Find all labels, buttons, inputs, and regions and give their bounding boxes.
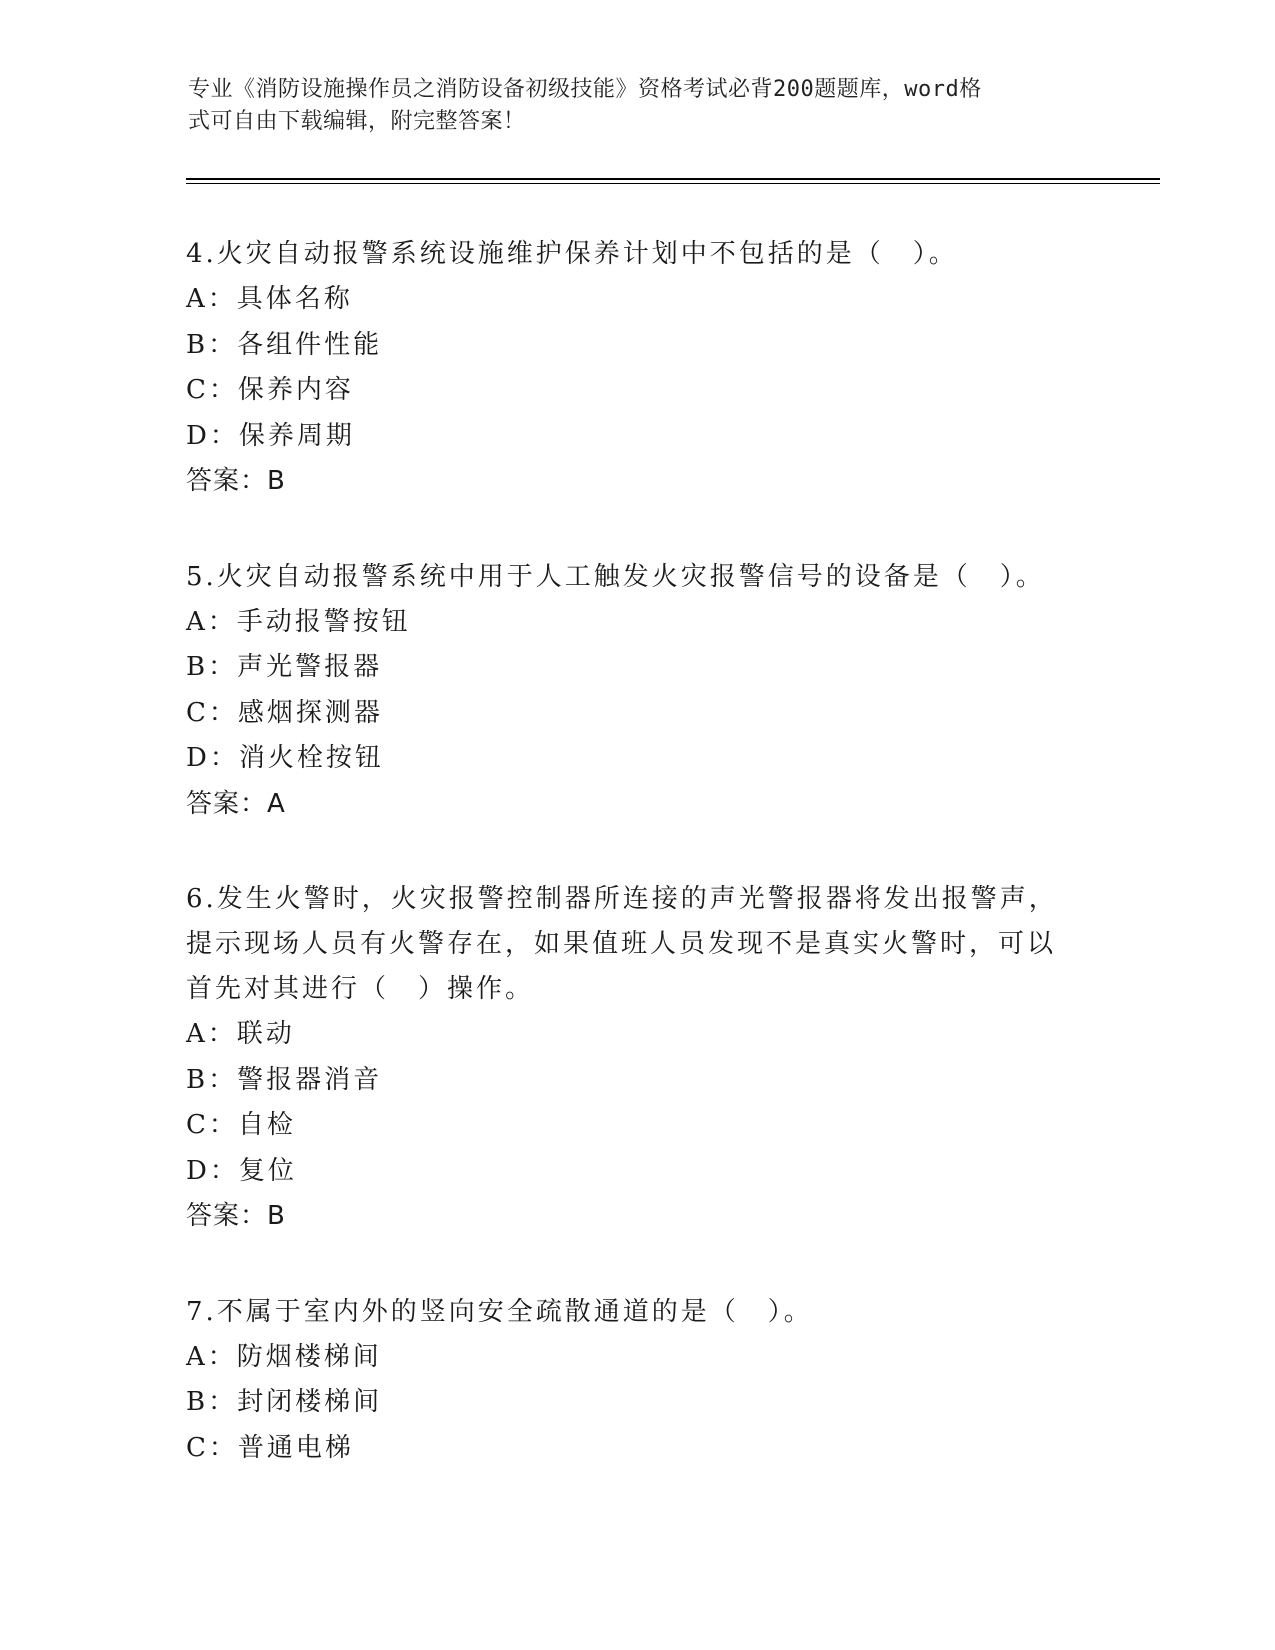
option-d: D：保养周期 bbox=[186, 420, 355, 451]
header-line-1: 专业《消防设施操作员之消防设备初级技能》资格考试必背200题题库，word格 bbox=[188, 77, 982, 102]
question-5 bbox=[186, 555, 1086, 828]
option-c: C：保养内容 bbox=[186, 375, 354, 405]
option-c: C：自检 bbox=[186, 1110, 296, 1140]
option-d: D：复位 bbox=[186, 1155, 297, 1186]
question-stem: 4.火灾自动报警系统设施维护保养计划中不包括的是（ ）。 bbox=[186, 239, 958, 269]
option-a: A：联动 bbox=[186, 1019, 295, 1049]
option-c: C：普通电梯 bbox=[186, 1432, 354, 1463]
option-a: A：具体名称 bbox=[186, 284, 353, 314]
document-header bbox=[188, 74, 1088, 138]
option-d: D：消火栓按钮 bbox=[186, 743, 384, 773]
answer: 答案：A bbox=[186, 788, 286, 819]
question-stem-line-1: 6.发生火警时，火灾报警控制器所连接的声光警报器将发出报警声， bbox=[186, 884, 1058, 914]
option-b: B：声光警报器 bbox=[186, 652, 383, 682]
option-b: B：警报器消音 bbox=[186, 1064, 383, 1095]
option-a: A：防烟楼梯间 bbox=[186, 1341, 382, 1372]
question-stem-line-3: 首先对其进行（ ）操作。 bbox=[186, 974, 535, 1004]
option-a: A：手动报警按钮 bbox=[186, 606, 411, 637]
question-4 bbox=[186, 232, 1086, 505]
question-7 bbox=[186, 1290, 1086, 1472]
question-6 bbox=[186, 877, 1086, 1240]
question-list bbox=[186, 232, 1086, 1521]
answer: 答案：B bbox=[186, 1201, 286, 1231]
header-divider-thick bbox=[186, 178, 1160, 180]
option-b: B：封闭楼梯间 bbox=[186, 1387, 383, 1417]
question-stem: 5.火灾自动报警系统中用于人工触发火灾报警信号的设备是（ ）。 bbox=[186, 561, 1045, 592]
option-b: B：各组件性能 bbox=[186, 329, 383, 360]
header-line-2: 式可自由下载编辑，附完整答案！ bbox=[188, 109, 526, 134]
question-stem-line-2: 提示现场人员有火警存在，如果值班人员发现不是真实火警时，可以 bbox=[186, 929, 1057, 959]
header-divider-thin bbox=[186, 183, 1160, 184]
question-stem: 7.不属于室内外的竖向安全疏散通道的是（ ）。 bbox=[186, 1296, 813, 1327]
answer: 答案：B bbox=[186, 466, 286, 496]
option-c: C：感烟探测器 bbox=[186, 697, 383, 728]
